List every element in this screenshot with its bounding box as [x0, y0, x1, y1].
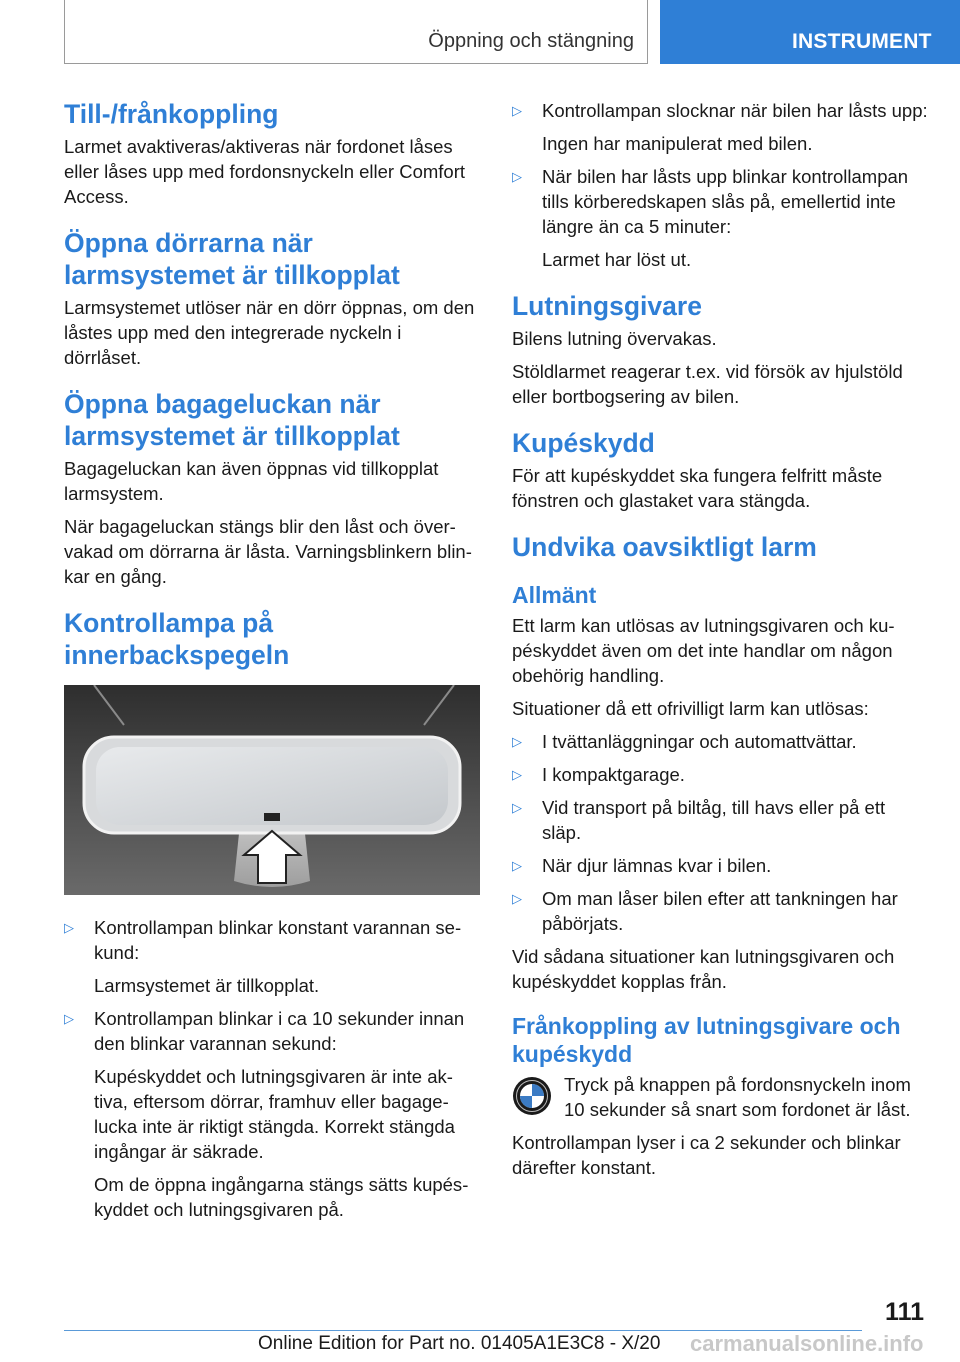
triangle-right-outline-icon: ▷: [512, 169, 522, 184]
rearview-mirror-illustration: [64, 685, 480, 895]
header-section-title: Öppning och stängning: [428, 30, 634, 52]
list-item: ▷ Kontrollampan blinkar i ca 10 sekunder innan den blinkar varannan sekund:: [64, 1008, 465, 1054]
list-item: ▷ Vid transport på biltåg, till havs eller på ett släp.: [512, 797, 886, 843]
paragraph: Bagageluckan kan även öppnas vid tillkopplat larmsystem.: [64, 458, 439, 504]
subheading-frankoppling: Frånkoppling av lutningsgivare och kupéskydd: [512, 1013, 901, 1067]
bmw-logo-icon: [512, 1076, 552, 1116]
paragraph: För att kupéskyddet ska fungera felfritt måste fönstren och glastaket vara stängda.: [512, 465, 883, 511]
triangle-right-outline-icon: ▷: [512, 103, 522, 118]
paragraph: Bilens lutning övervakas.: [512, 328, 717, 349]
paragraph: Larmsystemet utlöser när en dörr öppnas, om den låstes upp med den integrerade nyckeln i dörrlåset.: [64, 297, 475, 368]
paragraph: Ingen har manipulerat med bilen.: [542, 133, 813, 154]
list-item: ▷ När bilen har låsts upp blinkar kontrollampan tills körberedskapen slås på, emellertid inte längre än ca 5 minuter:: [512, 166, 909, 237]
heading-kupeskydd: Kupéskydd: [512, 428, 655, 458]
heading-till-frankoppling: Till-/frånkoppling: [64, 99, 279, 129]
list-item: ▷ I tvättanläggningar och automattvättar.: [512, 731, 857, 752]
paragraph: Larmet har löst ut.: [542, 249, 692, 270]
triangle-right-outline-icon: ▷: [512, 734, 522, 749]
page-number: 111: [885, 1298, 924, 1326]
list-item: ▷ Kontrollampan blinkar konstant varannan sekund:: [64, 917, 462, 963]
watermark: carmanualsonline.info: [690, 1331, 924, 1356]
triangle-right-outline-icon: ▷: [64, 1011, 74, 1026]
paragraph: När bagageluckan stängs blir den låst och övervakad om dörrarna är låsta. Varningsblinkern blinkar en gång.: [64, 516, 472, 587]
heading-kontrollampa: Kontrollampa på innerbackspegeln: [64, 608, 290, 670]
right-column: [512, 98, 928, 1188]
heading-undvika-oavsiktligt-larm: Undvika oavsiktligt larm: [512, 532, 817, 562]
paragraph: Kupéskyddet och lutningsgivaren är inte aktiva, eftersom dörrar, framhuv eller bagagelucka inte är riktigt stängda. Korrekt stängda ingångar är säkrade.: [94, 1066, 455, 1162]
triangle-right-outline-icon: ▷: [512, 767, 522, 782]
left-column: [64, 98, 480, 1230]
paragraph: Situationer då ett ofrivilligt larm kan utlösas:: [512, 698, 869, 719]
paragraph: Larmet avaktiveras/aktiveras när fordonet låses eller låses upp med fordonsnyckeln eller Comfort Access.: [64, 136, 466, 207]
heading-oppna-dorrarna: Öppna dörrarna när larmsystemet är tillkopplat: [64, 228, 400, 290]
triangle-right-outline-icon: ▷: [512, 858, 522, 873]
heading-lutningsgivare: Lutningsgivare: [512, 291, 702, 321]
triangle-right-outline-icon: ▷: [512, 800, 522, 815]
paragraph: Kontrollampan lyser i ca 2 sekunder och blinkar därefter konstant.: [512, 1132, 901, 1178]
paragraph: Om de öppna ingångarna stängs sätts kupéskyddet och lutningsgivaren på.: [94, 1174, 469, 1220]
subheading-allmant: Allmänt: [512, 582, 597, 608]
paragraph: Larmsystemet är tillkopplat.: [94, 975, 320, 996]
heading-oppna-bagageluckan: Öppna bagageluckan när larmsystemet är tillkopplat: [64, 389, 400, 451]
list-item: ▷ Kontrollampan slocknar när bilen har låsts upp:: [512, 100, 928, 121]
key-instruction: Tryck på knappen på fordonsnyckeln inom 10 sekunder så snart som fordonet är låst.: [512, 1072, 928, 1122]
list-item: ▷ Om man låser bilen efter att tankningen har påbörjats.: [512, 888, 898, 934]
paragraph: Ett larm kan utlösas av lutningsgivaren och kupéskyddet även om det inte handlar om någon obehörig handling.: [512, 615, 895, 686]
triangle-right-outline-icon: ▷: [64, 920, 74, 935]
list-item: ▷ I kompaktgarage.: [512, 764, 685, 785]
triangle-right-outline-icon: ▷: [512, 891, 522, 906]
header-chapter-tab[interactable]: INSTRUMENT: [660, 0, 960, 64]
edition-text: Online Edition for Part no. 01405A1E3C8 - X/20: [258, 1333, 661, 1354]
paragraph: Vid sådana situationer kan lutningsgivaren och kupéskyddet kopplas från.: [512, 946, 895, 992]
paragraph: Stöldlarmet reagerar t.ex. vid försök av hjulstöld eller bortbogsering av bilen.: [512, 361, 903, 407]
list-item: ▷ När djur lämnas kvar i bilen.: [512, 855, 772, 876]
